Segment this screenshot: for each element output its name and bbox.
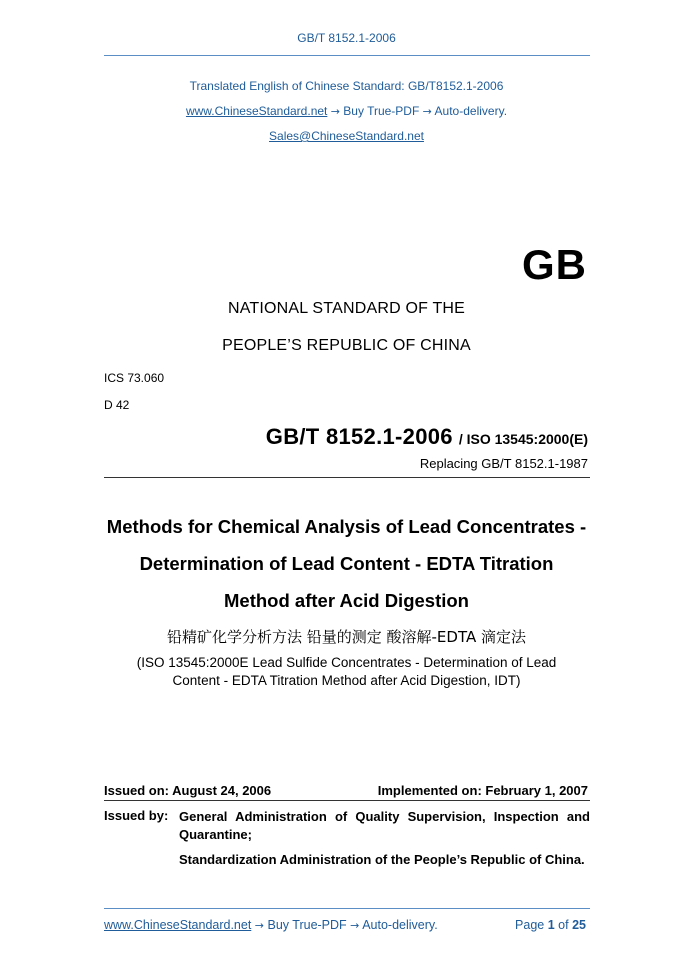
title-divider [104,477,590,478]
page-label: Page [515,918,545,932]
document-title-line-3: Method after Acid Digestion [224,590,469,611]
auto-delivery-text: Auto-delivery. [434,104,508,118]
iso-equivalent: / ISO 13545:2000(E) [458,431,588,447]
issued-by-label: Issued by: [104,808,169,823]
issuer-2: Standardization Administration of the People’s Republic of China. [179,852,585,867]
document-title-line-1: Methods for Chemical Analysis of Lead Concentrates - [106,516,587,537]
footer-buy-text: Buy True-PDF [267,918,347,932]
arrow-right-icon: → [330,105,340,118]
promo-line [0,104,693,118]
page-indicator [515,918,586,932]
translation-notice: Translated English of Chinese Standard: GB/T8152.1-2006 [189,79,504,93]
issued-on-date: Issued on: August 24, 2006 [104,783,272,798]
ics-code: ICS 73.060 [104,371,165,385]
national-standard-heading: NATIONAL STANDARD OF THE [227,300,466,317]
page-total: 25 [572,918,586,932]
standard-code: GB/T 8152.1-2006 [265,424,453,449]
replacing-note: Replacing GB/T 8152.1-1987 [419,456,588,471]
implemented-on-date: Implemented on: February 1, 2007 [377,783,588,798]
gb-logo: GB [522,241,587,288]
footer-site-link[interactable]: www.ChineseStandard.net [104,918,252,932]
site-link[interactable]: www.ChineseStandard.net [185,104,328,118]
issuer-1: General Administration of Quality Supervision, Inspection and Quarantine; [179,809,590,842]
header-divider [104,55,590,56]
ccs-code: D 42 [104,398,130,412]
arrow-right-icon: → [422,105,432,118]
arrow-right-icon: → [350,919,360,932]
running-header: GB/T 8152.1-2006 [297,31,396,45]
email-line [0,129,693,143]
footer-auto-text: Auto-delivery. [362,918,438,932]
iso-note-line-1: (ISO 13545:2000E Lead Sulfide Concentrates - Determination of Lead [136,655,557,670]
chinese-title: 铅精矿化学分析方法 铅量的测定 酸溶解-EDTA 滴定法 [166,628,526,646]
iso-reference-note [100,654,593,690]
page-of: of [558,918,569,932]
page-current: 1 [547,918,555,932]
buy-pdf-text: Buy True-PDF [343,104,420,118]
standard-number [266,424,588,450]
country-heading: PEOPLE’S REPUBLIC OF CHINA [222,337,471,354]
issue-divider [104,800,590,801]
footer-divider [104,908,590,909]
iso-note-line-2: Content - EDTA Titration Method after Acid Digestion, IDT) [172,673,521,688]
document-title-line-2: Determination of Lead Content - EDTA Titration [139,553,554,574]
arrow-right-icon: → [254,919,265,932]
sales-email-link[interactable]: Sales@ChineseStandard.net [269,129,424,143]
footer-promo [104,918,438,932]
